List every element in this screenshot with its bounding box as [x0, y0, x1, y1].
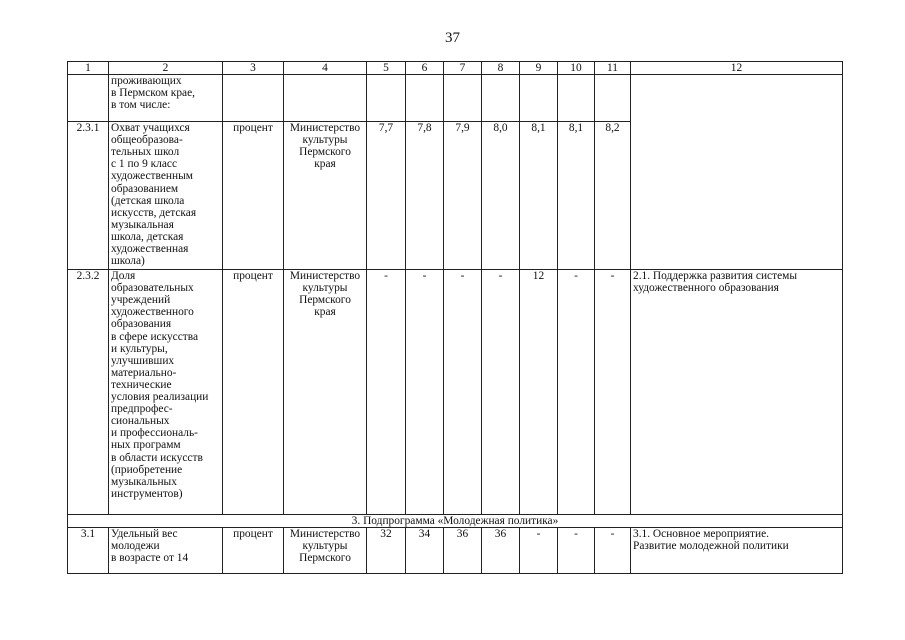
header-cell: 12: [631, 62, 843, 75]
value-cell: -: [444, 270, 482, 515]
header-cell: 5: [367, 62, 406, 75]
header-cell: 2: [109, 62, 223, 75]
header-cell: 3: [223, 62, 284, 75]
value-cell: 7,7: [367, 122, 406, 270]
value-cell: 8,1: [520, 122, 558, 270]
unit-cell: процент: [223, 528, 284, 574]
value-cell: -: [595, 528, 631, 574]
value-cell: [444, 75, 482, 122]
responsible-cell: Министерство культуры Пермского края: [284, 270, 367, 515]
header-cell: 11: [595, 62, 631, 75]
responsible-cell: [284, 75, 367, 122]
value-cell: 8,1: [558, 122, 595, 270]
value-cell: 36: [444, 528, 482, 574]
header-cell: 8: [482, 62, 520, 75]
indicator-name: Удельный вес молодежи в возрасте от 14: [109, 528, 223, 574]
indicator-name: Доля образовательных учреждений художественного образования в сфере искусства и культуры, улучшивших материально- технические условия реализации предпрофес- сиональных и профессиональ- ных программ в области искусств (приобретение музыкальных инструментов): [109, 270, 223, 515]
table-row: [68, 528, 843, 574]
responsible-cell: Министерство культуры Пермского: [284, 528, 367, 574]
value-cell: -: [595, 270, 631, 515]
value-cell: 7,9: [444, 122, 482, 270]
value-cell: 34: [406, 528, 444, 574]
measure-cell: [631, 75, 843, 270]
value-cell: 36: [482, 528, 520, 574]
value-cell: -: [558, 270, 595, 515]
header-row: [68, 62, 843, 75]
section-row: [68, 515, 843, 528]
value-cell: [482, 75, 520, 122]
row-number: [68, 75, 109, 122]
value-cell: [406, 75, 444, 122]
value-cell: [595, 75, 631, 122]
header-cell: 7: [444, 62, 482, 75]
table-row: [68, 270, 843, 515]
value-cell: -: [520, 528, 558, 574]
page-number: 37: [445, 30, 460, 46]
header-cell: 1: [68, 62, 109, 75]
indicator-name: Охват учащихся общеобразова- тельных школ с 1 по 9 класс художественным образованием (детская школа искусств, детская музыкальная школа, детская художественная школа): [109, 122, 223, 270]
value-cell: 32: [367, 528, 406, 574]
value-cell: -: [367, 270, 406, 515]
measure-cell: 3.1. Основное мероприятие. Развитие молодежной политики: [631, 528, 843, 574]
table-row: [68, 75, 843, 122]
measure-cell: 2.1. Поддержка развития системы художественного образования: [631, 270, 843, 515]
row-number: 3.1: [68, 528, 109, 574]
header-cell: 10: [558, 62, 595, 75]
value-cell: 7,8: [406, 122, 444, 270]
header-cell: 4: [284, 62, 367, 75]
header-cell: 9: [520, 62, 558, 75]
row-number: 2.3.1: [68, 122, 109, 270]
value-cell: -: [482, 270, 520, 515]
value-cell: 8,0: [482, 122, 520, 270]
unit-cell: процент: [223, 270, 284, 515]
section-title: 3. Подпрограмма «Молодежная политика»: [68, 515, 843, 528]
indicators-table: [67, 61, 843, 574]
responsible-cell: Министерство культуры Пермского края: [284, 122, 367, 270]
value-cell: 8,2: [595, 122, 631, 270]
value-cell: [558, 75, 595, 122]
value-cell: [367, 75, 406, 122]
value-cell: [520, 75, 558, 122]
value-cell: -: [558, 528, 595, 574]
unit-cell: [223, 75, 284, 122]
row-number: 2.3.2: [68, 270, 109, 515]
indicator-name: проживающих в Пермском крае, в том числе:: [109, 75, 223, 122]
value-cell: 12: [520, 270, 558, 515]
value-cell: -: [406, 270, 444, 515]
header-cell: 6: [406, 62, 444, 75]
unit-cell: процент: [223, 122, 284, 270]
